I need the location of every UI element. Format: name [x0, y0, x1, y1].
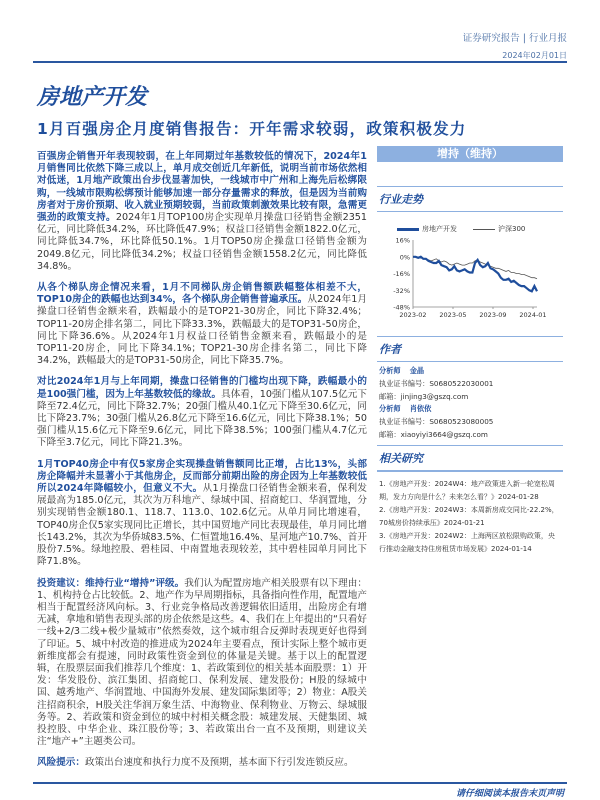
email-link[interactable]: jinjing3@gszq.com	[400, 391, 469, 401]
author-email	[379, 429, 561, 442]
author-list	[377, 362, 563, 445]
x-tick-label: 2023-09	[479, 311, 507, 319]
paragraph-body: 具体看，10强门槛从107.5亿元下降至72.4亿元，同比下降32.7%；20强门槛从40.1亿元下降至30.6亿元，同比下降23.7%；30强门槛从26.8亿元下降至16.6亿元，同比下降38.1%；50强门槛从15.6亿元下降至9.6亿元，同比下降38.5%；100强门槛从4.7亿元下降至3.7亿元，同比下降21.3%。	[37, 388, 367, 449]
paragraph-risk	[37, 757, 367, 769]
paragraph-body: 从1月操盘口径销售金额来看，保利发展最高为185.0亿元，其次为万科地产、绿城中国、招商蛇口、华润置地，分别实现销售金额180.1、118.7、113.0、102.6亿元。从单月同比增速看，TOP40房企仅5家实现同比正增长，其中国贸地产同比表现最佳，单月同比增长143.2%，其次为华侨城83.5%、仁恒置地16.4%、星河地产10.7%、首开股份7.5%。绿地控股、碧桂园、中南置地表现较差，其中碧桂园单月同比下降71.8%。	[37, 483, 368, 568]
license-label: 执业证书编号：	[379, 378, 430, 388]
license-label: 执业证书编号：	[379, 417, 430, 427]
author-1	[379, 403, 561, 416]
report-date: 2024年02月01日	[502, 51, 567, 60]
related-list	[377, 471, 563, 562]
series-line-csi300	[413, 257, 537, 279]
paragraph-body: 政策出台速度和执行力度不及预期，基本面下行引发连锁反应。	[84, 757, 354, 769]
header-divider	[33, 61, 567, 63]
paragraph-top40	[37, 459, 367, 569]
x-tick-label: 2023-05	[439, 311, 467, 319]
x-tick-label: 2024-01	[519, 311, 547, 319]
author-role: 分析师	[379, 366, 401, 375]
author-license	[379, 378, 561, 391]
paragraph-investment	[37, 578, 367, 749]
paragraph-thresholds	[37, 376, 367, 449]
x-tick-label: 2023-02	[399, 311, 427, 319]
author-role: 分析师	[379, 404, 401, 414]
author-heading: 作者	[377, 336, 563, 362]
footer-disclaimer: 请仔细阅读本报告末页声明	[455, 789, 564, 799]
chart-svg	[377, 224, 563, 324]
email-label: 邮箱：	[379, 391, 401, 401]
paragraph-body: 我们认为配置房地产相关股票有以下理由：1、机构持仓占比较低。2、地产作为早周期指标，具备指向性作用，配置地产相当于配置经济风向标。3、行业竞争格局改善逻辑依旧适用，出险房企有增无减，拿地和销售表现头部的房企依然是这些。4、我们在上年提出的“只看好一线+2/3二线+极少量城市”依然奏效，这个城市组合反弹时表现更好也得到了印证。5、城中村改造的推进成为2024年主要看点，预计实际上整个城市更新维度都会有提速，同时政策性资金到位的体量是关键。基于以上的配置逻辑，在股票层面我们推荐几个维度：1、若政策到位的相关基本面股票：1）开发：华发股份、滨江集团、招商蛇口、保利发展、建发股份；H股的绿城中国、越秀地产、华润置地、中国海外发展、建发国际集团等；2）物业：A股关注招商积余，H股关注华润万象生活、中海物业、保利物业、万物云、绿城服务等。2、若政策和资金到位的城中村相关概念股：城建发展、天健集团、城投控股、中华企业、珠江股份等；3、若政策出台一直不及预期，则建议关注“地产+”主题类公司。	[37, 577, 367, 748]
related-item[interactable]: 2.《房地产开发：2024W3：本周新房成交同比-22.2%，70城房价持续承压》2024-01-21	[379, 505, 559, 527]
email-link[interactable]: xiaoyiyi3664@gszq.com	[400, 429, 488, 439]
author-name: 金晶	[409, 366, 425, 375]
main-text	[37, 151, 367, 779]
paragraph-summary	[37, 151, 367, 273]
y-tick-label: -16%	[393, 270, 410, 278]
author-license	[379, 416, 561, 429]
related-item[interactable]: 1.《房地产开发：2024W4：地产政策进入新一轮宽松周期，发力方向是什么？未来怎么看？》2024-01-28	[379, 479, 555, 501]
y-tick-label: -32%	[393, 286, 410, 295]
y-tick-label: 0%	[399, 253, 410, 262]
legend-label: 沪深300	[498, 225, 526, 233]
email-label: 邮箱：	[379, 429, 401, 439]
legend-label: 房地产开发	[422, 225, 457, 233]
y-tick-label: 16%	[395, 236, 410, 245]
paragraph-body: 从2024年1月操盘口径销售金额来看，跌幅最小的是TOP21-30房企，同比下降32.4%；TOP11-20房企排名第二，同比下降33.3%，跌幅最大的是TOP31-50房企，同比下降36.6%。从2024年1月权益口径销售金额来看，跌幅最小的是TOP11-20房企，同比下降34.1%；TOP21-30房企排名第二，同比下降34.2%，跌幅最大的是TOP31-50房企，同比下降35.7%。	[37, 294, 367, 367]
sector-title: 房地产开发	[37, 85, 148, 110]
license-number: S0680523080005	[429, 417, 494, 427]
y-tick-label: -48%	[393, 303, 410, 312]
author-email	[379, 391, 561, 404]
paragraph-lead: 百强房企销售开年表现较弱，在上年同期过年基数较低的情况下，2024年1月销售同比依然下降三成以上，单月成交创近几年新低，说明当前市场依然相对低迷，1月地产政策出台步伐显著加快，一线城市中广州和上海先后松绑限购，一线城市限购松绑预计能够加速一部分存量需求的释放，但是因为当前购房者对于房价预期、收入就业预期较弱，当前政策刺激效果比较有限，急需更强劲的政策支持。	[37, 151, 367, 224]
footer-divider	[33, 782, 567, 784]
related-heading: 相关研究	[377, 445, 563, 471]
paragraph-tiers	[37, 282, 367, 367]
paragraph-lead: 投资建议：维持行业“增持”评级。	[37, 577, 185, 589]
series-line-real-estate	[413, 257, 537, 292]
report-title: 1月百强房企月度销售报告：开年需求较弱，政策积极发力	[37, 120, 467, 138]
sidebar	[377, 146, 563, 562]
paragraph-lead: 1月TOP40房企中有仅5家房企实现操盘销售额同比正增，占比13%，头部房企降幅并未显著小于其他房企，反而部分前期出险的房企因为上年基数较低所以2024年降幅较小，但意义不大。	[37, 458, 367, 495]
license-number: S0680522030001	[429, 378, 494, 388]
author-name: 肖依依	[409, 404, 432, 414]
trend-heading: 行业走势	[377, 186, 563, 212]
related-item[interactable]: 3.《房地产开发：2024W2：上海两区放松限购政策，央行推动金融支持住房租赁市场发展》2024-01-14	[379, 531, 555, 553]
trend-chart	[377, 224, 563, 324]
paragraph-lead: 从各个梯队房企情况来看，1月不同梯队房企销售额跌幅整体相差不大，TOP10房企的跌幅也达到34%，各个梯队房企销售普遍承压。	[37, 282, 367, 306]
author-0	[379, 365, 561, 378]
paragraph-lead: 对比2024年1月与上年同期，操盘口径销售的门槛均出现下降，跌幅最小的是100强门槛，因为上年基数较低的缘故。	[37, 376, 367, 400]
paragraph-body: 2024年1月TOP100房企实现单月操盘口径销售金额2351亿元，同比降低34.2%，环比降低47.9%；权益口径销售金额1822.0亿元，同比降低34.7%，环比降低50.1%。1月TOP50房企操盘口径销售金额为2049.8亿元，同比降低34.2%；权益口径销售金额1558.2亿元，同比降低34.8%。	[37, 212, 367, 272]
report-type: 证券研究报告 | 行业月报	[462, 33, 567, 44]
rating-badge: 增持（维持）	[377, 146, 563, 162]
paragraph-lead: 风险提示：	[37, 757, 85, 769]
